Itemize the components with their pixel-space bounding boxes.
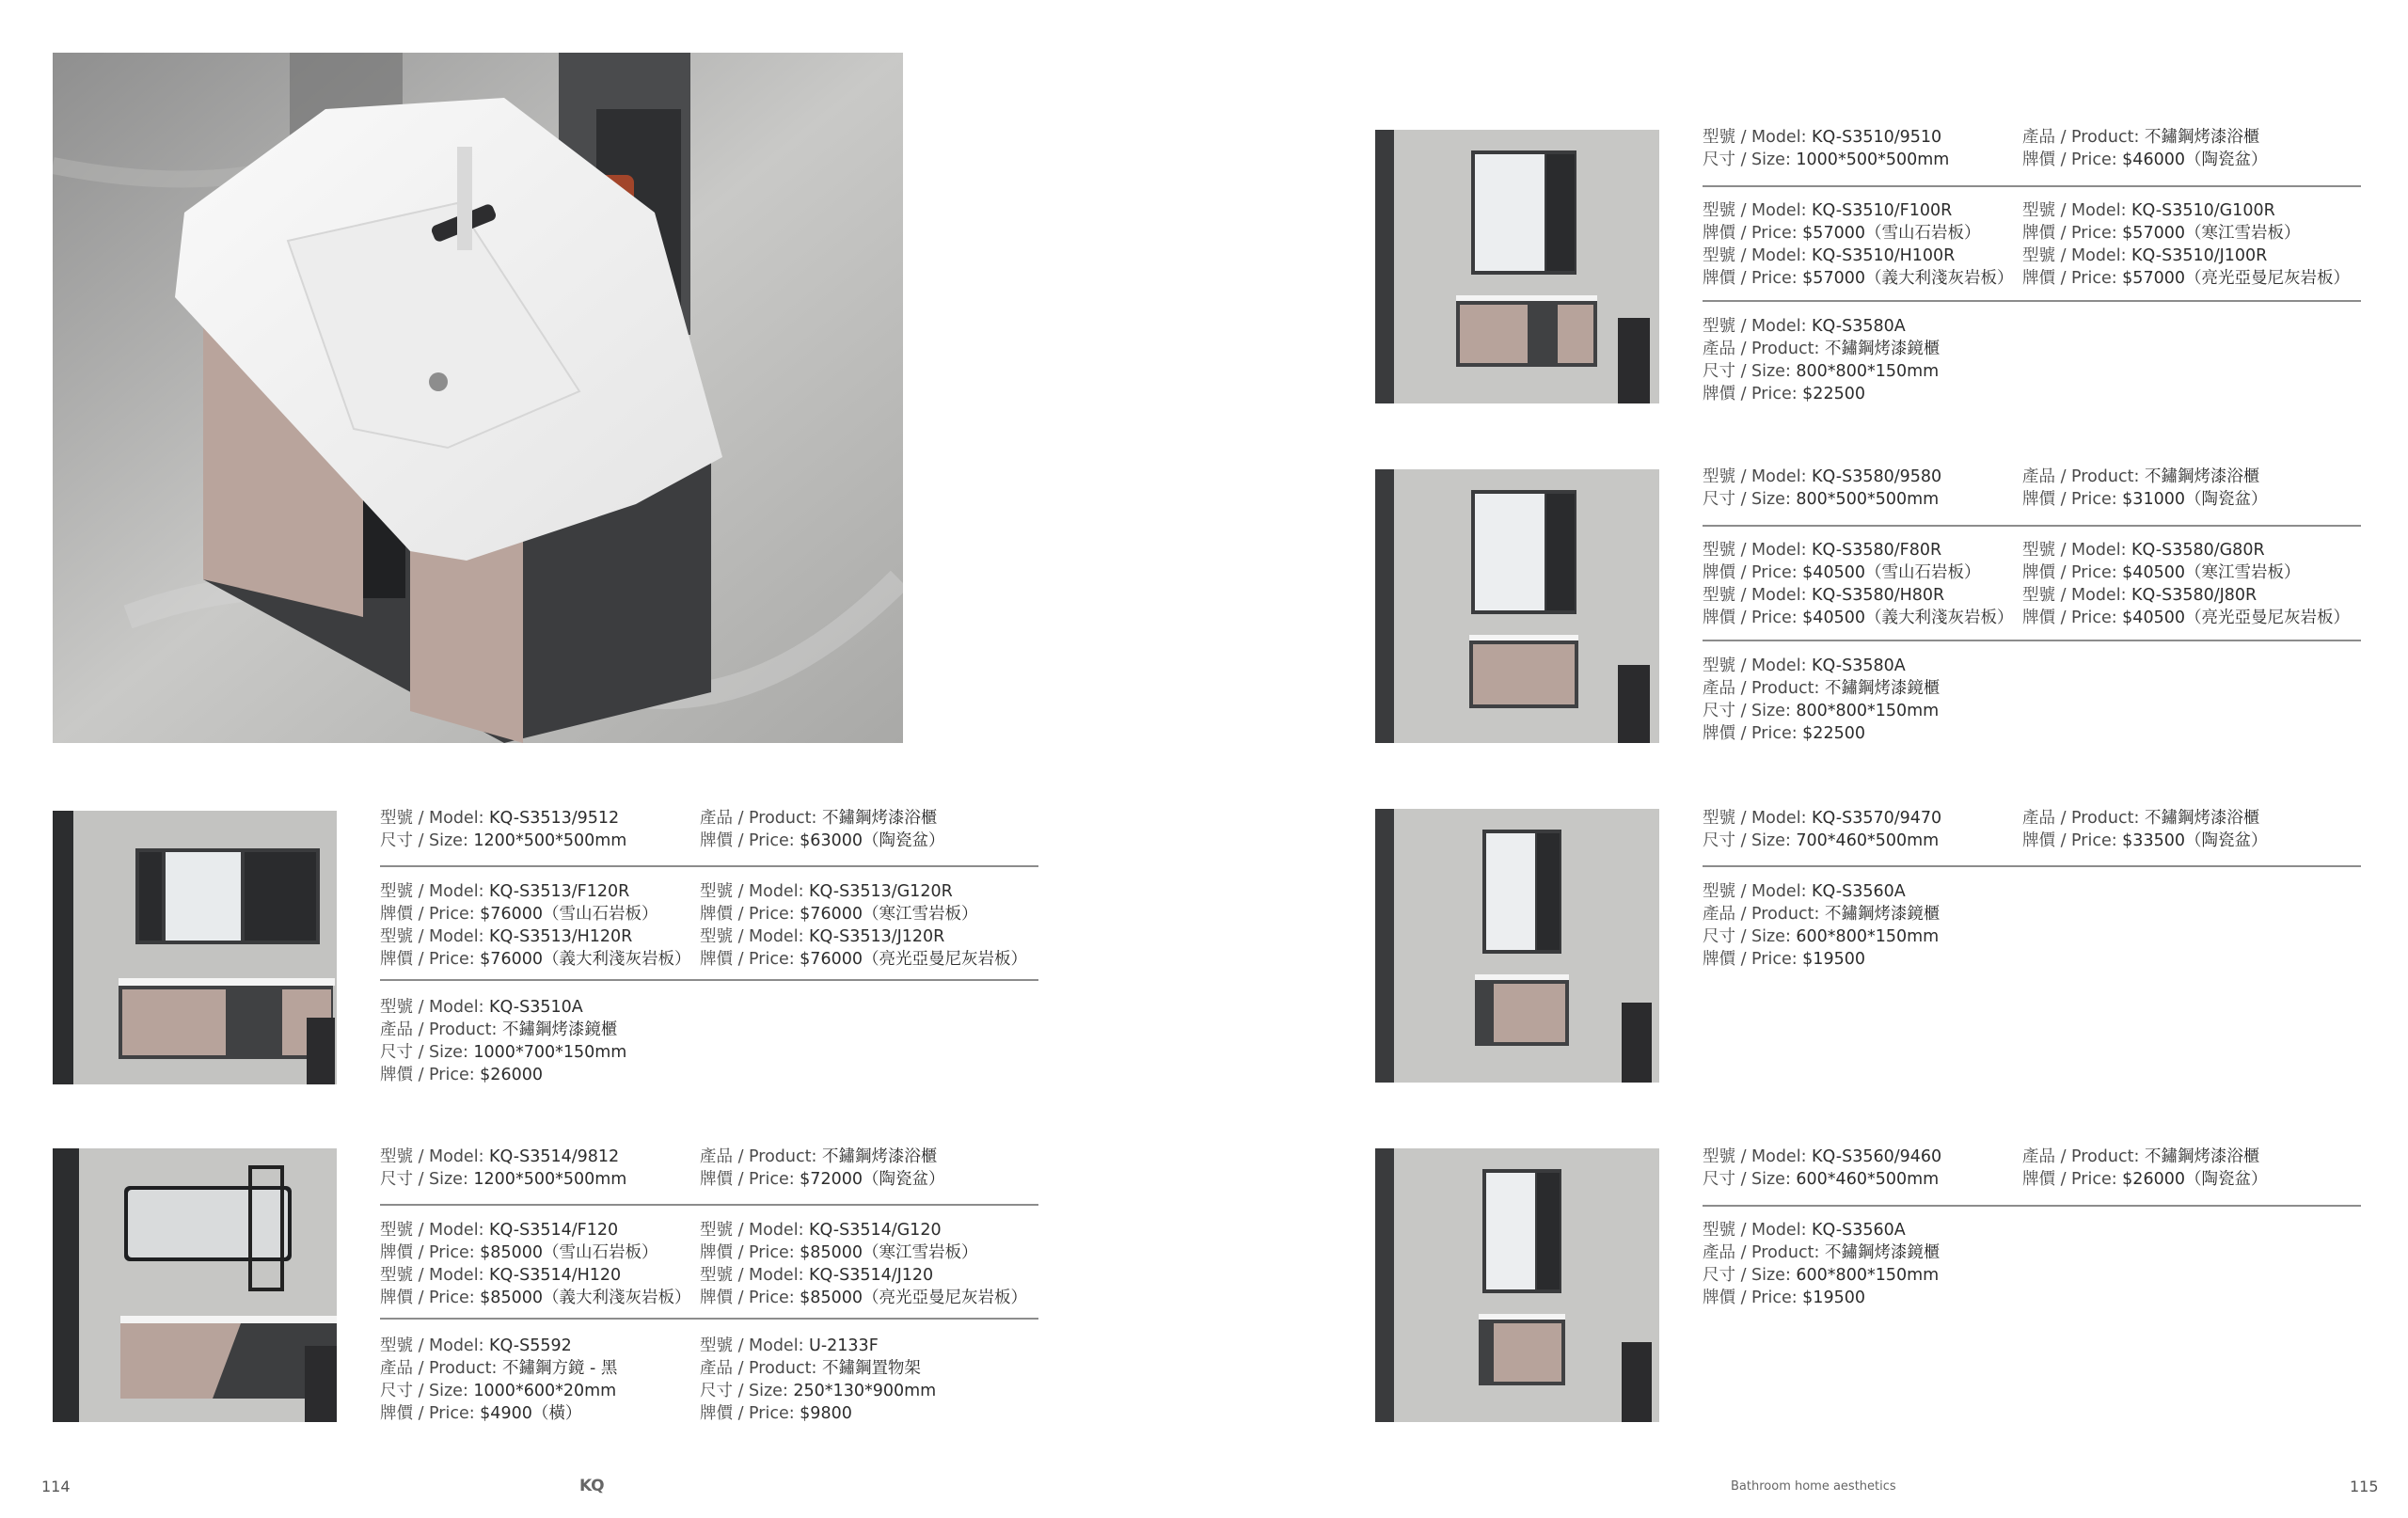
spec-value: KQ-S3510/H100R [1806,246,1956,265]
spec-label: 牌價 / Price: [1703,724,1798,743]
spec-value: $57000（雪山石岩板） [1797,224,1981,243]
spec-label: 牌價 / Price: [2022,490,2117,509]
spec-cell [380,1168,626,1191]
spec-value: KQ-S3560/9460 [1806,1147,1942,1166]
spec-label: 型號 / Model: [380,809,484,828]
spec-label: 牌價 / Price: [2022,563,2117,582]
spec-cell [2022,607,2350,629]
spec-cell [1703,830,1939,852]
spec-label: 尺寸 / Size: [380,831,468,850]
spec-label: 型號 / Model: [380,998,484,1017]
spec-label: 型號 / Model: [380,882,484,901]
page-number-right: 115 [2350,1478,2379,1495]
spec-value: $19500 [1797,1289,1865,1307]
spec-label: 尺寸 / Size: [1703,927,1791,946]
spec-cell [380,1380,616,1402]
spec-label: 型號 / Model: [1703,467,1807,486]
spec-value: $57000（亮光亞曼尼灰岩板） [2116,269,2350,288]
spec-value: KQ-S3514/J120 [803,1266,934,1285]
spec-cell [1703,1264,1939,1287]
spec-value: KQ-S3510/G100R [2126,201,2275,220]
spec-cell [1703,338,1940,360]
spec-cell [2022,584,2257,607]
divider [1703,525,2361,527]
spec-value: $31000（陶瓷盆） [2116,490,2268,509]
spec-label: 牌價 / Price: [700,1289,795,1307]
spec-label: 牌價 / Price: [1703,609,1798,627]
spec-value: $40500（寒江雪岩板） [2116,563,2301,582]
spec-label: 產品 / Product: [1703,679,1820,698]
spec-value: 600*800*150mm [1790,927,1940,946]
spec-cell [2022,1146,2259,1168]
spec-value: 700*460*500mm [1790,831,1940,850]
spec-label: 型號 / Model: [1703,317,1807,336]
spec-label: 型號 / Model: [1703,656,1807,675]
spec-cell [700,1287,1027,1309]
spec-value: KQ-S3580/H80R [1806,586,1945,605]
spec-cell [1703,267,2013,290]
spec-cell [1703,700,1939,722]
spec-label: 型號 / Model: [2022,201,2127,220]
spec-label: 產品 / Product: [2022,809,2140,828]
spec-label: 尺寸 / Size: [1703,702,1791,720]
spec-value: $40500（亮光亞曼尼灰岩板） [2116,609,2350,627]
spec-cell [1703,222,1980,245]
spec-value: 1000*700*150mm [467,1043,627,1062]
spec-value: KQ-S5592 [483,1336,572,1355]
spec-cell [380,903,657,925]
spec-value: 800*800*150mm [1790,702,1940,720]
divider [380,1204,1038,1206]
spec-label: 牌價 / Price: [700,831,795,850]
spec-label: 產品 / Product: [700,1147,817,1166]
spec-value: $46000（陶瓷盆） [2116,150,2268,169]
spec-cell [1703,722,1865,745]
spec-cell [2022,561,2300,584]
spec-value: KQ-S3580/G80R [2126,541,2265,560]
spec-cell [2022,466,2259,488]
spec-label: 型號 / Model: [1703,128,1807,147]
spec-label: 型號 / Model: [1703,1221,1807,1240]
spec-label: 產品 / Product: [380,1359,498,1378]
divider [1703,1205,2361,1207]
spec-value: $72000（陶瓷盆） [794,1170,945,1189]
spec-label: 型號 / Model: [2022,586,2127,605]
spec-label: 牌價 / Price: [1703,385,1798,403]
spec-label: 型號 / Model: [380,1221,484,1240]
spec-value: KQ-S3560A [1806,1221,1906,1240]
spec-value: 不鏽鋼烤漆浴櫃 [2139,809,2260,828]
spec-label: 牌價 / Price: [1703,563,1798,582]
spec-label: 產品 / Product: [1703,340,1820,358]
product-photo-s3514 [53,1148,337,1422]
spec-cell [380,1146,619,1168]
spec-label: 牌價 / Price: [700,1404,795,1423]
product-photo-s3570 [1375,809,1659,1083]
spec-label: 尺寸 / Size: [1703,150,1791,169]
spec-label: 尺寸 / Size: [700,1382,788,1400]
spec-label: 型號 / Model: [700,927,804,946]
spec-label: 型號 / Model: [380,1147,484,1166]
spec-cell [380,1041,626,1064]
divider [1703,865,2361,867]
spec-value: $40500（雪山石岩板） [1797,563,1981,582]
spec-label: 牌價 / Price: [700,905,795,924]
spec-cell [2022,126,2259,149]
spec-label: 型號 / Model: [1703,1147,1807,1166]
spec-value: KQ-S3510/9510 [1806,128,1942,147]
spec-value: $85000（雪山石岩板） [474,1243,658,1262]
spec-value: KQ-S3560A [1806,882,1906,901]
spec-value: KQ-S3514/G120 [803,1221,942,1240]
spec-cell [1703,925,1939,948]
divider [380,865,1038,867]
spec-cell [1703,383,1865,405]
spec-cell [2022,222,2300,245]
spec-value: $26000 [474,1066,543,1084]
spec-cell [380,1019,617,1041]
spec-cell [1703,1219,1906,1241]
spec-value: 不鏽鋼烤漆鏡櫃 [1819,1243,1941,1262]
divider [380,979,1038,981]
spec-cell [1703,539,1941,561]
spec-cell [700,1335,879,1357]
product-photo-s3580 [1375,469,1659,743]
spec-value: KQ-S3580/F80R [1806,541,1942,560]
spec-value: KQ-S3514/9812 [483,1147,620,1166]
tagline: Bathroom home aesthetics [1731,1479,1896,1494]
spec-value: $85000（義大利淺灰岩板） [474,1289,691,1307]
spec-value: 不鏽鋼烤漆浴櫃 [2139,467,2260,486]
spec-value: KQ-S3580A [1806,656,1906,675]
spec-value: 1000*600*20mm [467,1382,617,1400]
spec-label: 牌價 / Price: [2022,269,2117,288]
spec-label: 牌價 / Price: [2022,150,2117,169]
spec-value: 不鏽鋼烤漆鏡櫃 [1819,905,1941,924]
spec-label: 牌價 / Price: [700,1243,795,1262]
spec-cell [2022,1168,2267,1191]
spec-value: KQ-S3510/F100R [1806,201,1953,220]
spec-label: 產品 / Product: [700,809,817,828]
spec-label: 牌價 / Price: [380,1066,475,1084]
spec-label: 產品 / Product: [1703,905,1820,924]
spec-cell [380,1241,657,1264]
spec-value: 600*800*150mm [1790,1266,1940,1285]
spec-value: $33500（陶瓷盆） [2116,831,2268,850]
spec-value: 1200*500*500mm [467,831,627,850]
spec-value: KQ-S3510A [483,998,583,1017]
spec-value: 不鏽鋼烤漆鏡櫃 [1819,679,1941,698]
spec-value: 不鏽鋼烤漆浴櫃 [816,1147,938,1166]
spec-label: 型號 / Model: [700,882,804,901]
spec-cell [1703,1168,1939,1191]
spec-value: KQ-S3514/F120 [483,1221,619,1240]
spec-value: KQ-S3510/J100R [2126,246,2268,265]
spec-cell [700,1380,936,1402]
spec-cell [1703,149,1949,171]
spec-value: $22500 [1797,724,1865,743]
spec-label: 型號 / Model: [380,927,484,946]
spec-value: KQ-S3513/9512 [483,809,620,828]
spec-label: 型號 / Model: [700,1336,804,1355]
spec-label: 尺寸 / Size: [380,1043,468,1062]
spec-cell [700,1168,944,1191]
spec-cell [1703,948,1865,971]
spec-cell [2022,149,2267,171]
spec-value: $19500 [1797,950,1865,969]
spec-cell [2022,830,2267,852]
spec-value: KQ-S3513/F120R [483,882,630,901]
spec-value: KQ-S3513/H120R [483,927,633,946]
spec-value: KQ-S3513/G120R [803,882,953,901]
spec-label: 牌價 / Price: [380,905,475,924]
spec-value: U-2133F [803,1336,879,1355]
spec-label: 牌價 / Price: [2022,1170,2117,1189]
hero-photo [53,53,903,743]
spec-label: 型號 / Model: [700,1266,804,1285]
spec-label: 產品 / Product: [380,1020,498,1039]
spec-value: $22500 [1797,385,1865,403]
spec-cell [700,1219,942,1241]
spec-cell [1703,584,1944,607]
spec-cell [1703,880,1906,903]
spec-cell [700,1146,937,1168]
spec-cell [380,996,583,1019]
spec-label: 尺寸 / Size: [1703,1170,1791,1189]
spec-cell [1703,677,1940,700]
spec-label: 尺寸 / Size: [1703,490,1791,509]
spec-value: $63000（陶瓷盆） [794,831,945,850]
spec-value: 不鏽鋼烤漆浴櫃 [2139,1147,2260,1166]
spec-value: $40500（義大利淺灰岩板） [1797,609,2014,627]
spec-cell [1703,1241,1940,1264]
product-photo-s3513 [53,811,337,1084]
spec-cell [380,1402,581,1425]
spec-label: 產品 / Product: [2022,128,2140,147]
spec-label: 產品 / Product: [2022,1147,2140,1166]
spec-value: 600*460*500mm [1790,1170,1940,1189]
spec-cell [2022,267,2350,290]
spec-value: 不鏽鋼置物架 [816,1359,921,1378]
spec-label: 產品 / Product: [2022,467,2140,486]
spec-value: KQ-S3580A [1806,317,1906,336]
divider [1703,640,2361,641]
spec-cell [1703,607,2013,629]
spec-label: 牌價 / Price: [2022,224,2117,243]
spec-cell [700,948,1027,971]
spec-label: 牌價 / Price: [2022,831,2117,850]
spec-value: 1200*500*500mm [467,1170,627,1189]
spec-value: $76000（亮光亞曼尼灰岩板） [794,950,1027,969]
spec-value: KQ-S3514/H120 [483,1266,622,1285]
divider [1703,185,2361,187]
spec-cell [700,925,944,948]
spec-label: 牌價 / Price: [380,950,475,969]
spec-cell [380,1287,690,1309]
spec-label: 型號 / Model: [380,1336,484,1355]
spec-value: $57000（寒江雪岩板） [2116,224,2301,243]
spec-cell [1703,360,1939,383]
spec-cell [380,1264,621,1287]
spec-cell [2022,488,2267,511]
spec-cell [700,880,953,903]
spec-cell [700,1241,977,1264]
spec-cell [1703,561,1980,584]
spec-label: 型號 / Model: [1703,586,1807,605]
spec-cell [380,1064,543,1086]
spec-label: 牌價 / Price: [700,950,795,969]
spec-cell [1703,1287,1865,1309]
spec-value: $76000（義大利淺灰岩板） [474,950,691,969]
spec-cell [700,830,944,852]
spec-value: $85000（寒江雪岩板） [794,1243,978,1262]
spec-cell [380,807,619,830]
spec-label: 尺寸 / Size: [1703,362,1791,381]
spec-label: 型號 / Model: [1703,541,1807,560]
spec-cell [700,1357,921,1380]
spec-value: 不鏽鋼烤漆鏡櫃 [497,1020,618,1039]
spec-label: 牌價 / Price: [380,1289,475,1307]
divider [1703,300,2361,302]
spec-cell [1703,807,1941,830]
spec-cell [1703,1146,1941,1168]
spec-label: 牌價 / Price: [380,1404,475,1423]
spec-label: 尺寸 / Size: [1703,831,1791,850]
spec-label: 牌價 / Price: [1703,950,1798,969]
spec-cell [700,903,977,925]
spec-cell [2022,807,2259,830]
spec-label: 尺寸 / Size: [1703,1266,1791,1285]
spec-value: KQ-S3580/9580 [1806,467,1942,486]
spec-label: 牌價 / Price: [380,1243,475,1262]
spec-value: 不鏽鋼烤漆鏡櫃 [1819,340,1941,358]
spec-cell [380,1335,572,1357]
spec-value: 不鏽鋼烤漆浴櫃 [2139,128,2260,147]
spec-label: 牌價 / Price: [700,1170,795,1189]
spec-label: 牌價 / Price: [1703,269,1798,288]
product-photo-s3560 [1375,1148,1659,1422]
spec-cell [1703,466,1941,488]
spec-value: $85000（亮光亞曼尼灰岩板） [794,1289,1027,1307]
spec-label: 牌價 / Price: [1703,1289,1798,1307]
spec-label: 型號 / Model: [1703,246,1807,265]
spec-cell [700,1402,852,1425]
spec-cell [1703,903,1940,925]
divider [380,1318,1038,1320]
spec-cell [700,807,937,830]
spec-cell [1703,199,1952,222]
spec-value: $76000（雪山石岩板） [474,905,658,924]
spec-cell [380,925,632,948]
spec-label: 型號 / Model: [1703,882,1807,901]
spec-cell [380,830,626,852]
spec-value: $26000（陶瓷盆） [2116,1170,2268,1189]
brand-logo: KQ [579,1477,604,1495]
spec-value: $57000（義大利淺灰岩板） [1797,269,2014,288]
spec-value: KQ-S3570/9470 [1806,809,1942,828]
spec-label: 型號 / Model: [1703,201,1807,220]
spec-label: 牌價 / Price: [1703,224,1798,243]
spec-label: 尺寸 / Size: [380,1382,468,1400]
spec-value: $4900（橫） [474,1404,582,1423]
spec-label: 型號 / Model: [1703,809,1807,828]
spec-value: 800*500*500mm [1790,490,1940,509]
spec-value: KQ-S3580/J80R [2126,586,2258,605]
page-number-left: 114 [41,1478,71,1495]
spec-label: 產品 / Product: [700,1359,817,1378]
spec-cell [1703,655,1906,677]
spec-value: 800*800*150mm [1790,362,1940,381]
spec-cell [2022,539,2265,561]
spec-cell [380,880,629,903]
spec-cell [1703,488,1939,511]
spec-label: 牌價 / Price: [2022,609,2117,627]
spec-value: 1000*500*500mm [1790,150,1950,169]
spec-cell [380,1219,618,1241]
spec-label: 型號 / Model: [380,1266,484,1285]
spec-cell [1703,315,1906,338]
spec-value: 250*130*900mm [787,1382,937,1400]
spec-label: 型號 / Model: [2022,246,2127,265]
spec-cell [380,1357,617,1380]
spec-value: 不鏽鋼烤漆浴櫃 [816,809,938,828]
spec-value: 不鏽鋼方鏡 - 黑 [497,1359,618,1378]
spec-value: KQ-S3513/J120R [803,927,945,946]
spec-cell [2022,245,2267,267]
spec-label: 型號 / Model: [700,1221,804,1240]
spec-cell [380,948,690,971]
spec-value: $76000（寒江雪岩板） [794,905,978,924]
spec-label: 型號 / Model: [2022,541,2127,560]
spec-cell [1703,126,1941,149]
spec-cell [700,1264,933,1287]
spec-value: $9800 [794,1404,852,1423]
product-photo-s3510 [1375,130,1659,403]
spec-label: 尺寸 / Size: [380,1170,468,1189]
spec-cell [1703,245,1955,267]
spec-label: 產品 / Product: [1703,1243,1820,1262]
spec-cell [2022,199,2275,222]
